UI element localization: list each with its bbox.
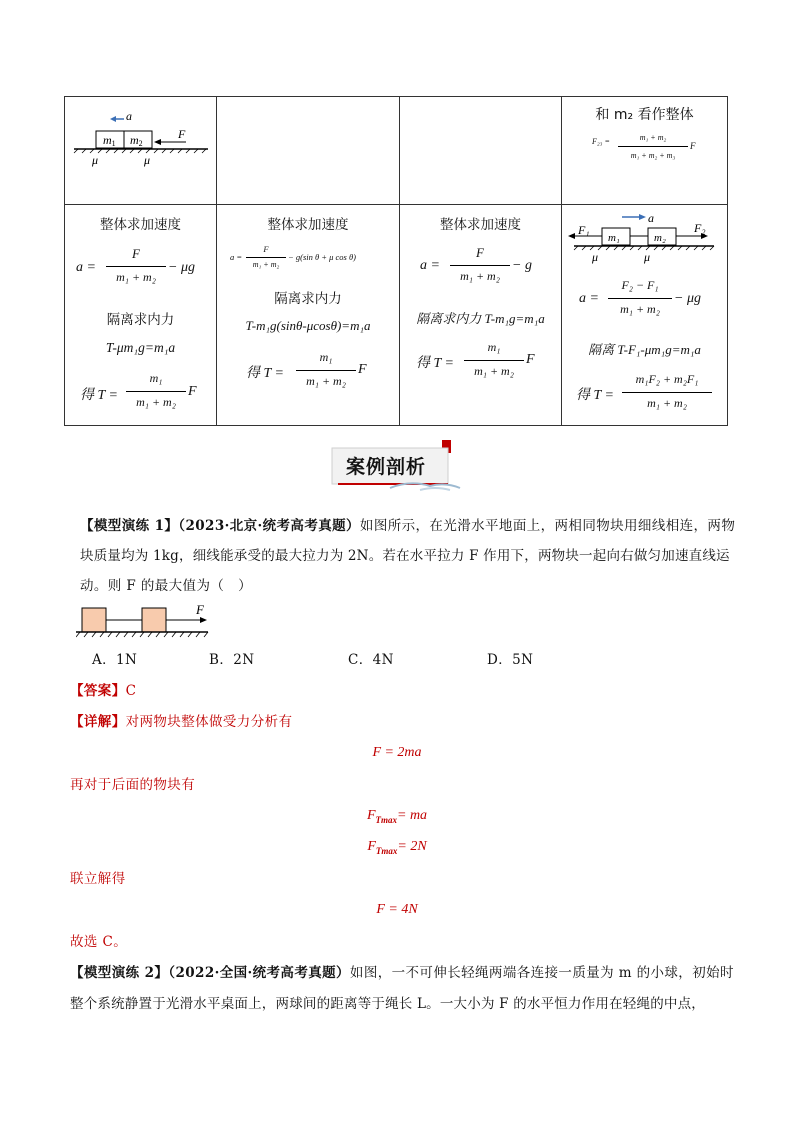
r1c4-num: m₁ + m₂ — [639, 133, 667, 142]
r2c4-res-num: m₁F₂ + m₂F₁ — [635, 372, 699, 386]
q1-answer-tag: 【答案】 — [70, 683, 126, 699]
q1-option-d[interactable]: D．5N — [487, 652, 534, 668]
q1-line1 — [80, 511, 740, 541]
q1-option-c[interactable]: C．4N — [348, 652, 394, 668]
q2-source: （2022·全国·统考高考真题） — [168, 965, 350, 981]
q2-line2: 整个系统静置于光滑水平桌面上，两球间的距离等于绳长 L。一大小为 F 的水平恒力作用在轻绳的中点， — [70, 996, 706, 1012]
r2c1-acc-tail: − μg — [168, 260, 195, 275]
q1-figure — [76, 600, 216, 644]
two-block-diagram — [66, 104, 214, 174]
r2c3-res-lhs: 得 T = — [416, 356, 454, 371]
r2c1-res-num: m₁ — [149, 371, 163, 385]
r2c1-res-lhs: 得 T = — [80, 388, 118, 403]
r2c1-acc-lhs: a = — [76, 260, 96, 275]
r2c3-heading: 整体求加速度 — [440, 217, 521, 233]
m2-label-2: m₂ — [654, 232, 666, 244]
q2-line1 — [70, 958, 740, 988]
r2c4-res-den: m₁ + m₂ — [647, 396, 687, 410]
q2-line1-text: 如图，一不可伸长轻绳两端各连接一质量为 m 的小球，初始时 — [349, 965, 734, 981]
q1-detail-text: 对两物块整体做受力分析有 — [125, 714, 293, 730]
r2c2-res-den: m₁ + m₂ — [306, 374, 346, 388]
r2c1-heading: 整体求加速度 — [100, 217, 181, 233]
r2c1-acc-bar — [106, 266, 166, 267]
r2c2-res-lhs: 得 T = — [246, 366, 284, 381]
m2-label: m2 — [130, 133, 143, 148]
accel-label: a — [126, 109, 132, 123]
r2c2-acc-lhs: a = — [230, 252, 243, 262]
r2c2-res-tail: F — [358, 362, 367, 377]
q2-tag: 【模型演练 2】 — [70, 965, 169, 981]
r2c1-eq: T-μm₁g=m₁a — [105, 340, 176, 355]
q1-text2: 再对于后面的物块有 — [70, 777, 196, 793]
two-force-diagram — [564, 208, 726, 268]
r2c3-res-num: m₁ — [487, 340, 501, 354]
q1-answer-value: C — [125, 683, 137, 699]
r1c4-lhs: F₂₃ = — [592, 137, 610, 146]
q1-eq3: $F_{Tmax}= 2N$ — [367, 839, 427, 856]
r2c2-acc-num: F — [263, 244, 269, 254]
r2c1-acc-den: m₁ + m₂ — [116, 270, 156, 284]
r2c2-acc-tail: − g(sin θ + μ cos θ) — [288, 252, 356, 262]
r2c4-eq: 隔离 T-F₁-μm₁g=m₁a — [588, 342, 701, 357]
r1c4-den: m₁ + m₂ + m₃ — [630, 151, 676, 160]
r2c2-res-bar — [296, 370, 356, 371]
r2c4-acc-den: m₁ + m₂ — [620, 302, 660, 316]
banner-title: 案例剖析 — [345, 457, 426, 478]
m1-label-2: m₁ — [608, 232, 620, 244]
r2c1-res-bar — [126, 391, 186, 392]
r2c3-res-bar — [464, 360, 524, 361]
r2c3-res-tail: F — [526, 352, 535, 367]
q1-detail — [70, 707, 292, 737]
F2-label: F₂ — [694, 221, 706, 235]
r2c3-res-den: m₁ + m₂ — [474, 364, 514, 378]
mu-label-3: μ — [592, 250, 599, 264]
force-label: F — [178, 127, 186, 141]
r2c2-eq: T-m₁g(sinθ-μcosθ)=m₁a — [245, 318, 371, 333]
r2c2-subheading: 隔离求内力 — [274, 291, 342, 307]
r2c4-acc-tail: − μg — [674, 291, 701, 306]
accel-label-2: a — [648, 211, 654, 225]
q1-conclusion: 故选 C。 — [70, 934, 128, 950]
r2c2-acc-bar — [246, 257, 286, 258]
mu-label-2: μ — [144, 153, 151, 167]
q1-eq4: F = 4N — [376, 902, 418, 917]
r2c3-acc-lhs: a = — [420, 258, 440, 273]
r2c4-res-bar — [622, 392, 712, 393]
r2c3-acc-bar — [450, 265, 510, 266]
q1-option-a[interactable]: A．1N — [92, 652, 138, 668]
r2c1-acc-num: F — [132, 246, 140, 261]
q1-answer — [70, 676, 136, 706]
r1c4-fraction-bar — [618, 146, 688, 147]
r2c4-acc-bar — [608, 298, 672, 299]
q1-source: （2023·北京·统考高考真题） — [178, 518, 360, 534]
q1-text3: 联立解得 — [70, 871, 126, 887]
q1-tag: 【模型演练 1】 — [80, 518, 179, 534]
r2c4-acc-num: F₂ − F₁ — [621, 278, 659, 292]
r2c4-res-lhs: 得 T = — [576, 388, 614, 403]
r2c1-res-den: m₁ + m₂ — [136, 395, 176, 409]
q1-line1-text: 如图所示，在光滑水平地面上，两相同物块用细线相连，两物 — [359, 518, 736, 534]
r2c1-res-tail: F — [188, 384, 197, 399]
q1-detail-tag: 【详解】 — [70, 714, 126, 730]
m1-label: m1 — [103, 133, 116, 148]
q1-option-b[interactable]: B．2N — [209, 652, 255, 668]
r1c4-title: 和 m₂ 看作整体 — [595, 107, 694, 123]
r2c3-acc-den: m₁ + m₂ — [460, 269, 500, 283]
r2c3-acc-num: F — [476, 245, 484, 260]
r2c2-res-num: m₁ — [319, 350, 333, 364]
q1-line2: 块质量均为 1kg，细线能承受的最大拉力为 2N。若在水平拉力 F 作用下，两物块一起向右做匀加速直线运 — [80, 548, 730, 564]
r2c4-acc-lhs: a = — [579, 291, 599, 306]
q1-figure-F: F — [196, 602, 204, 617]
r2c2-heading: 整体求加速度 — [267, 217, 349, 233]
q1-eq1: F = 2ma — [372, 745, 422, 760]
r1c4-suffix: F — [690, 141, 696, 151]
r2c2-acc-den: m₁ + m₂ — [252, 260, 280, 269]
q1-line3: 动。则 F 的最大值为（ ） — [80, 578, 253, 594]
r2c3-acc-tail: − g — [512, 258, 532, 273]
mu-label-4: μ — [644, 250, 651, 264]
F1-label: F₁ — [578, 223, 590, 237]
r2c1-subheading: 隔离求内力 — [106, 312, 175, 328]
mu-label-1: μ — [92, 153, 99, 167]
r2c3-eq: 隔离求内力 T-m₁g=m₁a — [416, 311, 545, 326]
q1-eq2: $F_{Tmax}=$ ma — [366, 808, 428, 825]
